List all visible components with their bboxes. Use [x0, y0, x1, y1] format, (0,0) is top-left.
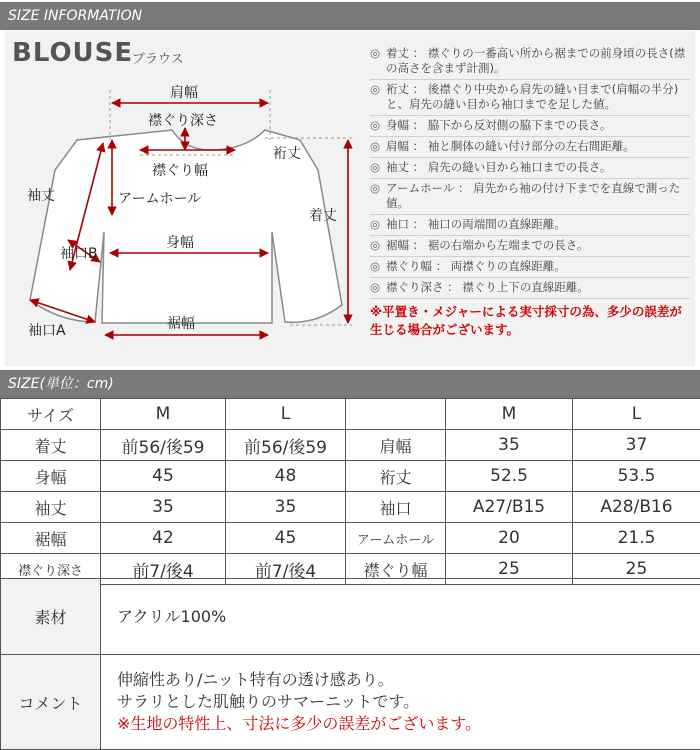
label-total-length: 着丈 — [309, 208, 337, 224]
comment-warning: ※生地の特性上、寸法に多少の誤差がございます。 — [117, 714, 482, 733]
table-cell: 45 — [101, 461, 226, 492]
note-item: ◎ 襟ぐり深さ ： 襟ぐり上下の直線距離。 — [370, 278, 690, 299]
comment-line: 伸縮性あり/ニット特有の透け感あり。 — [117, 670, 394, 689]
note-item: ◎ 襟ぐり幅 ： 両襟ぐりの直線距離。 — [370, 257, 690, 278]
comment-value — [101, 655, 700, 750]
table-cell: 35 — [226, 492, 346, 523]
table-cell: 25 — [573, 554, 700, 585]
table-cell: 襟ぐり幅 — [346, 554, 446, 585]
table-cell: 裄丈 — [346, 461, 446, 492]
table-cell: 35 — [101, 492, 226, 523]
label-hem-width: 裾幅 — [167, 316, 195, 332]
table-cell: 袖口 — [346, 492, 446, 523]
size-header: SIZE(単位：cm) — [0, 370, 700, 398]
material-value: アクリル100% — [101, 579, 700, 655]
table-cell: 裾幅 — [1, 523, 101, 554]
note-item: ◎ 肩幅 ： 袖と胴体の縫い付け部分の左右間距離。 — [370, 137, 690, 158]
table-cell: M — [446, 399, 573, 430]
table-cell: L — [226, 399, 346, 430]
label-cuff-a: 袖口A — [28, 323, 66, 339]
label-sleeve-length: 袖丈 — [27, 188, 55, 204]
table-cell: アームホール — [346, 523, 446, 554]
measurement-warning: ※平置き・メジャーによる実寸採寸の為、多少の誤差が生じる場合がございます。 — [370, 304, 682, 337]
label-armhole: アームホール — [118, 191, 202, 207]
table-cell: 肩幅 — [346, 430, 446, 461]
table-row — [1, 523, 700, 554]
garment-subtitle: ブラウス — [132, 52, 184, 67]
comment-line: サラリとした肌触りのサマーニットです。 — [117, 692, 420, 711]
table-row — [1, 430, 700, 461]
table-cell: M — [101, 399, 226, 430]
table-cell: 身幅 — [1, 461, 101, 492]
note-item: ◎ 袖口 ： 袖口の両端間の直線距離。 — [370, 215, 690, 236]
size-information-header: SIZE INFORMATION — [0, 2, 700, 30]
label-body-width: 身幅 — [166, 235, 194, 251]
material-label: 素材 — [1, 579, 101, 655]
table-header-row — [1, 399, 700, 430]
table-cell: 着丈 — [1, 430, 101, 461]
table-cell: 前56/後59 — [226, 430, 346, 461]
table-cell: 20 — [446, 523, 573, 554]
label-cuff-b: 袖口B — [60, 246, 98, 262]
info-table — [0, 578, 700, 750]
table-cell: 42 — [101, 523, 226, 554]
table-cell: L — [573, 399, 700, 430]
measurement-notes — [370, 44, 690, 339]
table-cell: 53.5 — [573, 461, 700, 492]
note-item: ◎ 着丈 ： 襟ぐりの一番高い所から裾までの前身頃の長さ(襟の高さを含まず計測)。 — [370, 44, 690, 80]
table-cell: 襟ぐり深さ — [1, 554, 101, 585]
note-item: ◎ アームホール ： 肩先から袖の付け下までを直線で測った値。 — [370, 179, 690, 215]
table-row — [1, 492, 700, 523]
table-cell: サイズ — [1, 399, 101, 430]
table-cell: 袖丈 — [1, 492, 101, 523]
label-neck-width: 襟ぐり幅 — [152, 163, 208, 179]
note-item: ◎ 袖丈 ： 肩先の縫い目から袖口までの長さ。 — [370, 158, 690, 179]
size-table — [0, 398, 700, 585]
table-cell: 48 — [226, 461, 346, 492]
note-item: ◎ 身幅 ： 脇下から反対側の脇下までの長さ。 — [370, 116, 690, 137]
table-cell: 45 — [226, 523, 346, 554]
table-cell: 前7/後4 — [226, 554, 346, 585]
comment-label: コメント — [1, 655, 101, 750]
table-row — [1, 461, 700, 492]
table-cell: 52.5 — [446, 461, 573, 492]
note-item: ◎ 裾幅 ： 裾の右端から左端までの長さ。 — [370, 236, 690, 257]
label-yuki-length: 裄丈 — [273, 146, 301, 162]
note-item: ◎ 裄丈 ： 後襟ぐり中央から肩先の縫い目まで(肩幅の半分)と、肩先の縫い目から袖口までを足した値。 — [370, 80, 690, 116]
material-row — [1, 579, 700, 655]
table-cell: A27/B15 — [446, 492, 573, 523]
table-cell — [346, 399, 446, 430]
table-cell: 前7/後4 — [101, 554, 226, 585]
label-neck-depth: 襟ぐり深さ — [148, 113, 218, 129]
label-shoulder-width: 肩幅 — [170, 85, 198, 101]
table-cell: 25 — [446, 554, 573, 585]
table-cell: 37 — [573, 430, 700, 461]
garment-title: BLOUSE — [12, 38, 134, 68]
table-cell: 21.5 — [573, 523, 700, 554]
comment-row — [1, 655, 700, 750]
table-cell: A28/B16 — [573, 492, 700, 523]
table-cell: 35 — [446, 430, 573, 461]
table-cell: 前56/後59 — [101, 430, 226, 461]
